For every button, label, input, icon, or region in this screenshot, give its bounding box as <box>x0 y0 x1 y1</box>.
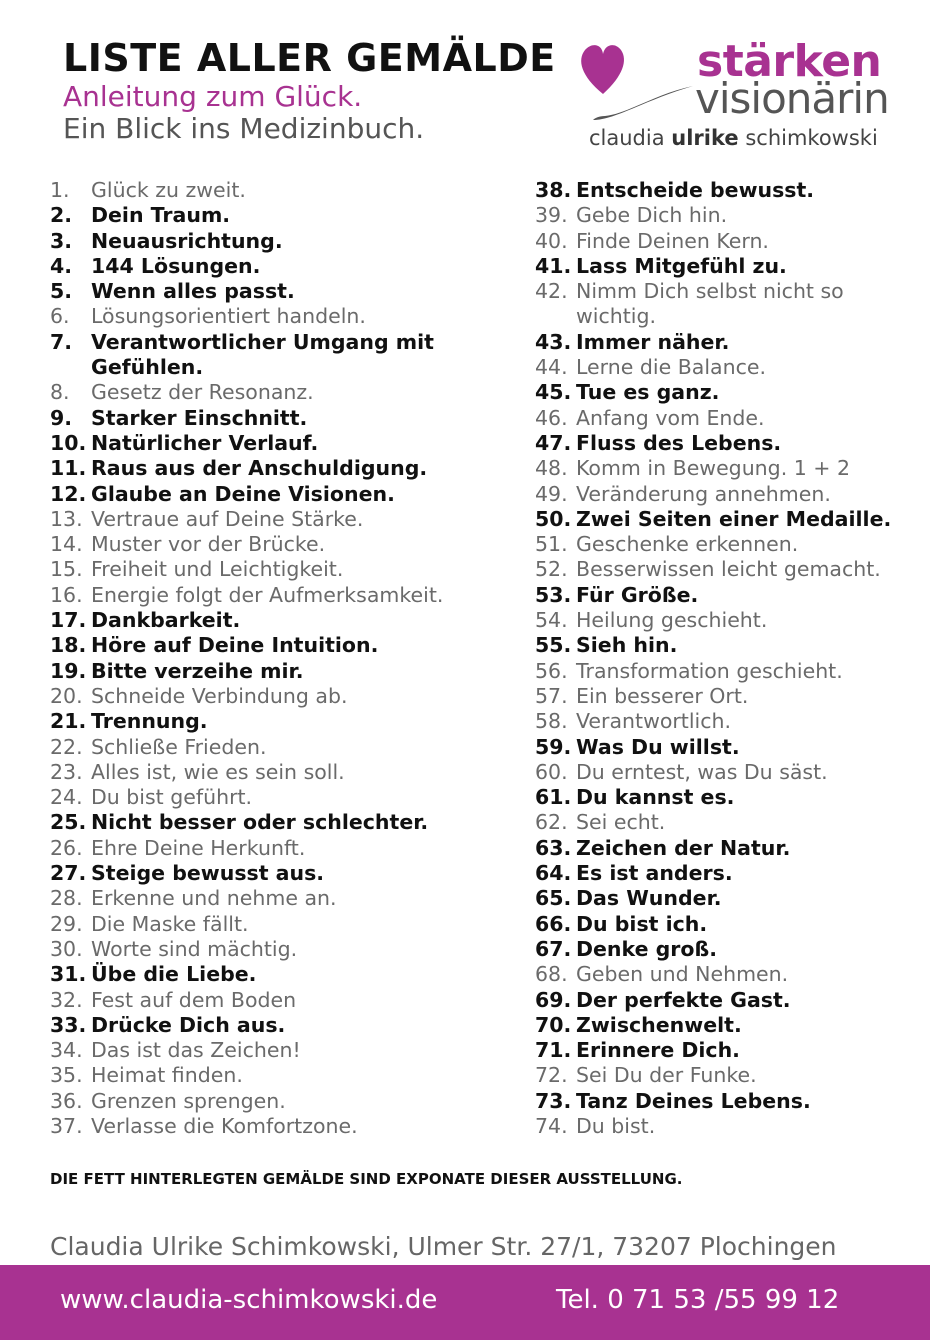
painting-title: Die Maske fällt. <box>91 911 249 936</box>
logo-owner-name <box>589 126 878 150</box>
painting-item <box>50 279 480 304</box>
painting-number: 8. <box>50 380 70 405</box>
logo-word-visionaerin: visionärin <box>695 74 889 123</box>
painting-number: 23. <box>50 759 83 784</box>
painting-item <box>50 304 480 329</box>
painting-title: Zeichen der Natur. <box>576 835 791 860</box>
painting-number: 22. <box>50 734 83 759</box>
painting-title: Ehre Deine Herkunft. <box>91 835 306 860</box>
painting-item <box>535 1063 915 1088</box>
painting-title: Zwei Seiten einer Medaille. <box>576 506 892 531</box>
painting-title: Du bist. <box>576 1113 656 1138</box>
painting-title: Höre auf Deine Intuition. <box>91 633 379 658</box>
painting-item <box>535 330 915 355</box>
painting-item <box>50 254 480 279</box>
painting-item <box>535 482 915 507</box>
painting-number: 39. <box>535 203 568 228</box>
painting-item <box>535 355 915 380</box>
painting-item <box>535 254 915 279</box>
painting-number: 18. <box>50 633 87 658</box>
painting-title: Der perfekte Gast. <box>576 987 791 1012</box>
painting-number: 38. <box>535 178 572 202</box>
painting-number: 12. <box>50 481 87 506</box>
painting-number: 7. <box>50 329 73 354</box>
painting-number: 67. <box>535 936 572 961</box>
painting-number: 65. <box>535 886 572 911</box>
painting-title: Entscheide bewusst. <box>576 178 815 202</box>
painting-number: 10. <box>50 430 87 455</box>
page-title: LISTE ALLER GEMÄLDE <box>63 36 556 80</box>
painting-number: 9. <box>50 405 73 430</box>
painting-item <box>50 203 480 228</box>
painting-title: Es ist anders. <box>576 861 733 886</box>
painting-number: 20. <box>50 683 83 708</box>
painting-item <box>50 962 480 987</box>
painting-number: 34. <box>50 1038 83 1063</box>
painting-number: 15. <box>50 557 83 582</box>
painting-item <box>50 431 480 456</box>
painting-number: 28. <box>50 886 83 911</box>
painting-item <box>535 760 915 785</box>
painting-item <box>50 735 480 760</box>
painting-item <box>535 279 915 330</box>
logo-name-middle: ulrike <box>671 126 739 150</box>
painting-item <box>535 203 915 228</box>
painting-number: 13. <box>50 506 83 531</box>
painting-title: Heilung geschieht. <box>576 608 768 633</box>
painting-number: 41. <box>535 253 572 278</box>
painting-title: Gesetz der Resonanz. <box>91 380 314 405</box>
painting-title: Muster vor der Brücke. <box>91 532 326 557</box>
painting-item <box>50 937 480 962</box>
painting-number: 56. <box>535 658 568 683</box>
painting-number: 29. <box>50 911 83 936</box>
painting-title: Alles ist, wie es sein soll. <box>91 759 345 784</box>
painting-title: Erinnere Dich. <box>576 1038 740 1063</box>
painting-item <box>50 1063 480 1088</box>
painting-title: Geben und Nehmen. <box>576 962 789 987</box>
painting-item <box>50 988 480 1013</box>
painting-item <box>50 760 480 785</box>
painting-number: 36. <box>50 1088 83 1113</box>
painting-item <box>535 735 915 760</box>
painting-title: Grenzen sprengen. <box>91 1088 286 1113</box>
painting-number: 1. <box>50 178 70 202</box>
painting-item <box>535 431 915 456</box>
painting-item <box>535 988 915 1013</box>
painting-item <box>535 1013 915 1038</box>
painting-number: 52. <box>535 557 568 582</box>
painting-number: 19. <box>50 658 87 683</box>
painting-title: Fest auf dem Boden <box>91 987 297 1012</box>
painting-title: Geschenke erkennen. <box>576 532 799 557</box>
painting-title: Tanz Deines Lebens. <box>576 1088 811 1113</box>
painting-item <box>535 1038 915 1063</box>
painting-item <box>535 608 915 633</box>
brand-logo <box>575 36 905 156</box>
painting-title: Raus aus der Anschuldigung. <box>91 456 428 481</box>
painting-item <box>50 633 480 658</box>
painting-item <box>50 178 480 203</box>
painting-number: 25. <box>50 810 87 835</box>
subtitle-secondary: Ein Blick ins Medizinbuch. <box>63 112 425 145</box>
painting-number: 61. <box>535 785 572 810</box>
phone-number: Tel. 0 71 53 /55 99 12 <box>556 1285 840 1315</box>
painting-item <box>50 810 480 835</box>
painting-item <box>50 608 480 633</box>
painting-number: 47. <box>535 430 572 455</box>
painting-title: Heimat finden. <box>91 1063 243 1088</box>
painting-title: Das ist das Zeichen! <box>91 1038 301 1063</box>
painting-title: Nicht besser oder schlechter. <box>91 810 429 835</box>
painting-number: 33. <box>50 1012 87 1037</box>
painting-item <box>535 659 915 684</box>
painting-number: 31. <box>50 962 87 987</box>
painting-item <box>535 684 915 709</box>
footer-bar <box>0 1265 930 1340</box>
painting-number: 74. <box>535 1113 568 1138</box>
painting-title: Für Größe. <box>576 582 699 607</box>
painting-title: Lerne die Balance. <box>576 355 766 380</box>
painting-number: 64. <box>535 861 572 886</box>
painting-number: 72. <box>535 1063 568 1088</box>
painting-number: 51. <box>535 532 568 557</box>
painting-title: Bitte verzeihe mir. <box>91 658 304 683</box>
painting-number: 2. <box>50 203 73 228</box>
painting-number: 17. <box>50 608 87 633</box>
painting-item <box>50 507 480 532</box>
painting-item <box>535 456 915 481</box>
painting-item <box>535 937 915 962</box>
painting-title: Starker Einschnitt. <box>91 405 308 430</box>
painting-title: Du erntest, was Du säst. <box>576 759 828 784</box>
painting-title: Natürlicher Verlauf. <box>91 430 319 455</box>
painting-number: 46. <box>535 405 568 430</box>
painting-item <box>535 709 915 734</box>
painting-title: Übe die Liebe. <box>91 962 257 987</box>
painting-item <box>50 785 480 810</box>
contact-address: Claudia Ulrike Schimkowski, Ulmer Str. 27/1, 73207 Plochingen <box>50 1232 837 1261</box>
painting-item <box>535 380 915 405</box>
painting-title: Neuausrichtung. <box>91 228 283 253</box>
painting-title: Finde Deinen Kern. <box>576 228 769 253</box>
painting-title: Glück zu zweit. <box>91 178 246 202</box>
painting-item <box>50 659 480 684</box>
painting-title: Worte sind mächtig. <box>91 936 298 961</box>
painting-number: 70. <box>535 1012 572 1037</box>
painting-item <box>535 886 915 911</box>
painting-item <box>50 557 480 582</box>
painting-number: 14. <box>50 532 83 557</box>
painting-number: 27. <box>50 861 87 886</box>
painting-title: Drücke Dich aus. <box>91 1012 286 1037</box>
painting-number: 43. <box>535 329 572 354</box>
painting-item <box>535 1114 915 1139</box>
subtitle-primary: Anleitung zum Glück. <box>63 80 363 113</box>
painting-title: Sei Du der Funke. <box>576 1063 757 1088</box>
painting-number: 44. <box>535 355 568 380</box>
painting-title: Anfang vom Ende. <box>576 405 765 430</box>
painting-title: Erkenne und nehme an. <box>91 886 337 911</box>
painting-item <box>50 684 480 709</box>
painting-title: Sei echt. <box>576 810 666 835</box>
painting-title: Nimm Dich selbst nicht so wichtig. <box>576 279 844 329</box>
painting-item <box>535 1089 915 1114</box>
painting-item <box>50 456 480 481</box>
painting-number: 4. <box>50 253 73 278</box>
painting-item <box>535 406 915 431</box>
painting-number: 71. <box>535 1038 572 1063</box>
heart-swoosh-icon <box>575 36 695 131</box>
painting-title: Dankbarkeit. <box>91 608 241 633</box>
painting-number: 49. <box>535 481 568 506</box>
logo-name-last: schimkowski <box>745 126 878 150</box>
painting-item <box>50 912 480 937</box>
painting-title: Was Du willst. <box>576 734 740 759</box>
painting-item <box>535 178 915 203</box>
painting-title: Komm in Bewegung. 1 + 2 <box>576 456 851 481</box>
exhibition-note: DIE FETT HINTERLEGTEN GEMÄLDE SIND EXPONATE DIESER AUSSTELLUNG. <box>50 1170 683 1188</box>
painting-title: Ein besserer Ort. <box>576 683 749 708</box>
painting-item <box>535 633 915 658</box>
painting-item <box>50 330 480 381</box>
painting-item <box>535 532 915 557</box>
painting-number: 42. <box>535 279 568 304</box>
painting-title: Das Wunder. <box>576 886 722 911</box>
painting-item <box>535 810 915 835</box>
painting-list-left <box>50 178 480 1139</box>
painting-title: Transformation geschieht. <box>576 658 843 683</box>
painting-title: Freiheit und Leichtigkeit. <box>91 557 344 582</box>
painting-title: Dein Traum. <box>91 203 231 228</box>
painting-number: 35. <box>50 1063 83 1088</box>
painting-number: 57. <box>535 683 568 708</box>
painting-number: 62. <box>535 810 568 835</box>
painting-item <box>535 583 915 608</box>
painting-number: 26. <box>50 835 83 860</box>
painting-title: Denke groß. <box>576 936 718 961</box>
painting-item <box>50 1114 480 1139</box>
painting-number: 21. <box>50 709 87 734</box>
painting-number: 55. <box>535 633 572 658</box>
painting-item <box>535 861 915 886</box>
website-link[interactable]: www.claudia-schimkowski.de <box>60 1285 438 1315</box>
painting-number: 16. <box>50 582 83 607</box>
painting-title: Sieh hin. <box>576 633 678 658</box>
painting-number: 45. <box>535 380 572 405</box>
painting-number: 50. <box>535 506 572 531</box>
painting-number: 11. <box>50 456 87 481</box>
painting-number: 24. <box>50 785 83 810</box>
painting-title: Besserwissen leicht gemacht. <box>576 557 881 582</box>
painting-title: Verlasse die Komfortzone. <box>91 1113 358 1138</box>
painting-title: Schließe Frieden. <box>91 734 267 759</box>
painting-list-right <box>535 178 915 1139</box>
painting-number: 32. <box>50 987 83 1012</box>
painting-title: Vertraue auf Deine Stärke. <box>91 506 364 531</box>
painting-item <box>535 962 915 987</box>
painting-item <box>535 507 915 532</box>
painting-number: 60. <box>535 759 568 784</box>
painting-item <box>50 836 480 861</box>
painting-title: Glaube an Deine Visionen. <box>91 481 395 506</box>
painting-title: Fluss des Lebens. <box>576 430 782 455</box>
painting-item <box>535 785 915 810</box>
painting-item <box>50 1013 480 1038</box>
painting-item <box>50 532 480 557</box>
painting-item <box>50 1089 480 1114</box>
painting-item <box>535 912 915 937</box>
painting-item <box>50 709 480 734</box>
painting-number: 5. <box>50 279 73 304</box>
painting-item <box>50 583 480 608</box>
painting-title: Wenn alles passt. <box>91 279 295 304</box>
painting-number: 30. <box>50 936 83 961</box>
painting-title: Verantwortlich. <box>576 709 732 734</box>
logo-name-first: claudia <box>589 126 665 150</box>
painting-number: 37. <box>50 1113 83 1138</box>
painting-number: 40. <box>535 228 568 253</box>
painting-title: Du bist geführt. <box>91 785 253 810</box>
painting-title: Steige bewusst aus. <box>91 861 325 886</box>
painting-title: Immer näher. <box>576 329 730 354</box>
painting-item <box>50 229 480 254</box>
painting-title: Du kannst es. <box>576 785 735 810</box>
painting-number: 6. <box>50 304 70 329</box>
painting-item <box>50 406 480 431</box>
painting-item <box>535 229 915 254</box>
painting-title: Verantwortlicher Umgang mit Gefühlen. <box>91 329 434 380</box>
painting-number: 63. <box>535 835 572 860</box>
painting-number: 58. <box>535 709 568 734</box>
painting-item <box>535 557 915 582</box>
painting-item <box>50 380 480 405</box>
painting-title: Energie folgt der Aufmerksamkeit. <box>91 582 444 607</box>
painting-title: Lösungsorientiert handeln. <box>91 304 366 329</box>
painting-item <box>50 1038 480 1063</box>
painting-number: 54. <box>535 608 568 633</box>
painting-number: 53. <box>535 582 572 607</box>
painting-number: 69. <box>535 987 572 1012</box>
painting-title: Gebe Dich hin. <box>576 203 728 228</box>
painting-title: Zwischenwelt. <box>576 1012 742 1037</box>
painting-title: Lass Mitgefühl zu. <box>576 253 787 278</box>
painting-title: Veränderung annehmen. <box>576 481 831 506</box>
painting-title: Du bist ich. <box>576 911 708 936</box>
painting-number: 66. <box>535 911 572 936</box>
painting-title: Schneide Verbindung ab. <box>91 683 348 708</box>
painting-item <box>50 861 480 886</box>
painting-number: 3. <box>50 228 73 253</box>
painting-title: Tue es ganz. <box>576 380 720 405</box>
painting-number: 68. <box>535 962 568 987</box>
painting-number: 59. <box>535 734 572 759</box>
painting-number: 48. <box>535 456 568 481</box>
painting-item <box>50 482 480 507</box>
painting-item <box>535 836 915 861</box>
logo-word-staerken: stärken <box>697 36 882 87</box>
painting-title: Trennung. <box>91 709 208 734</box>
painting-number: 73. <box>535 1088 572 1113</box>
painting-item <box>50 886 480 911</box>
painting-title: 144 Lösungen. <box>91 253 261 278</box>
